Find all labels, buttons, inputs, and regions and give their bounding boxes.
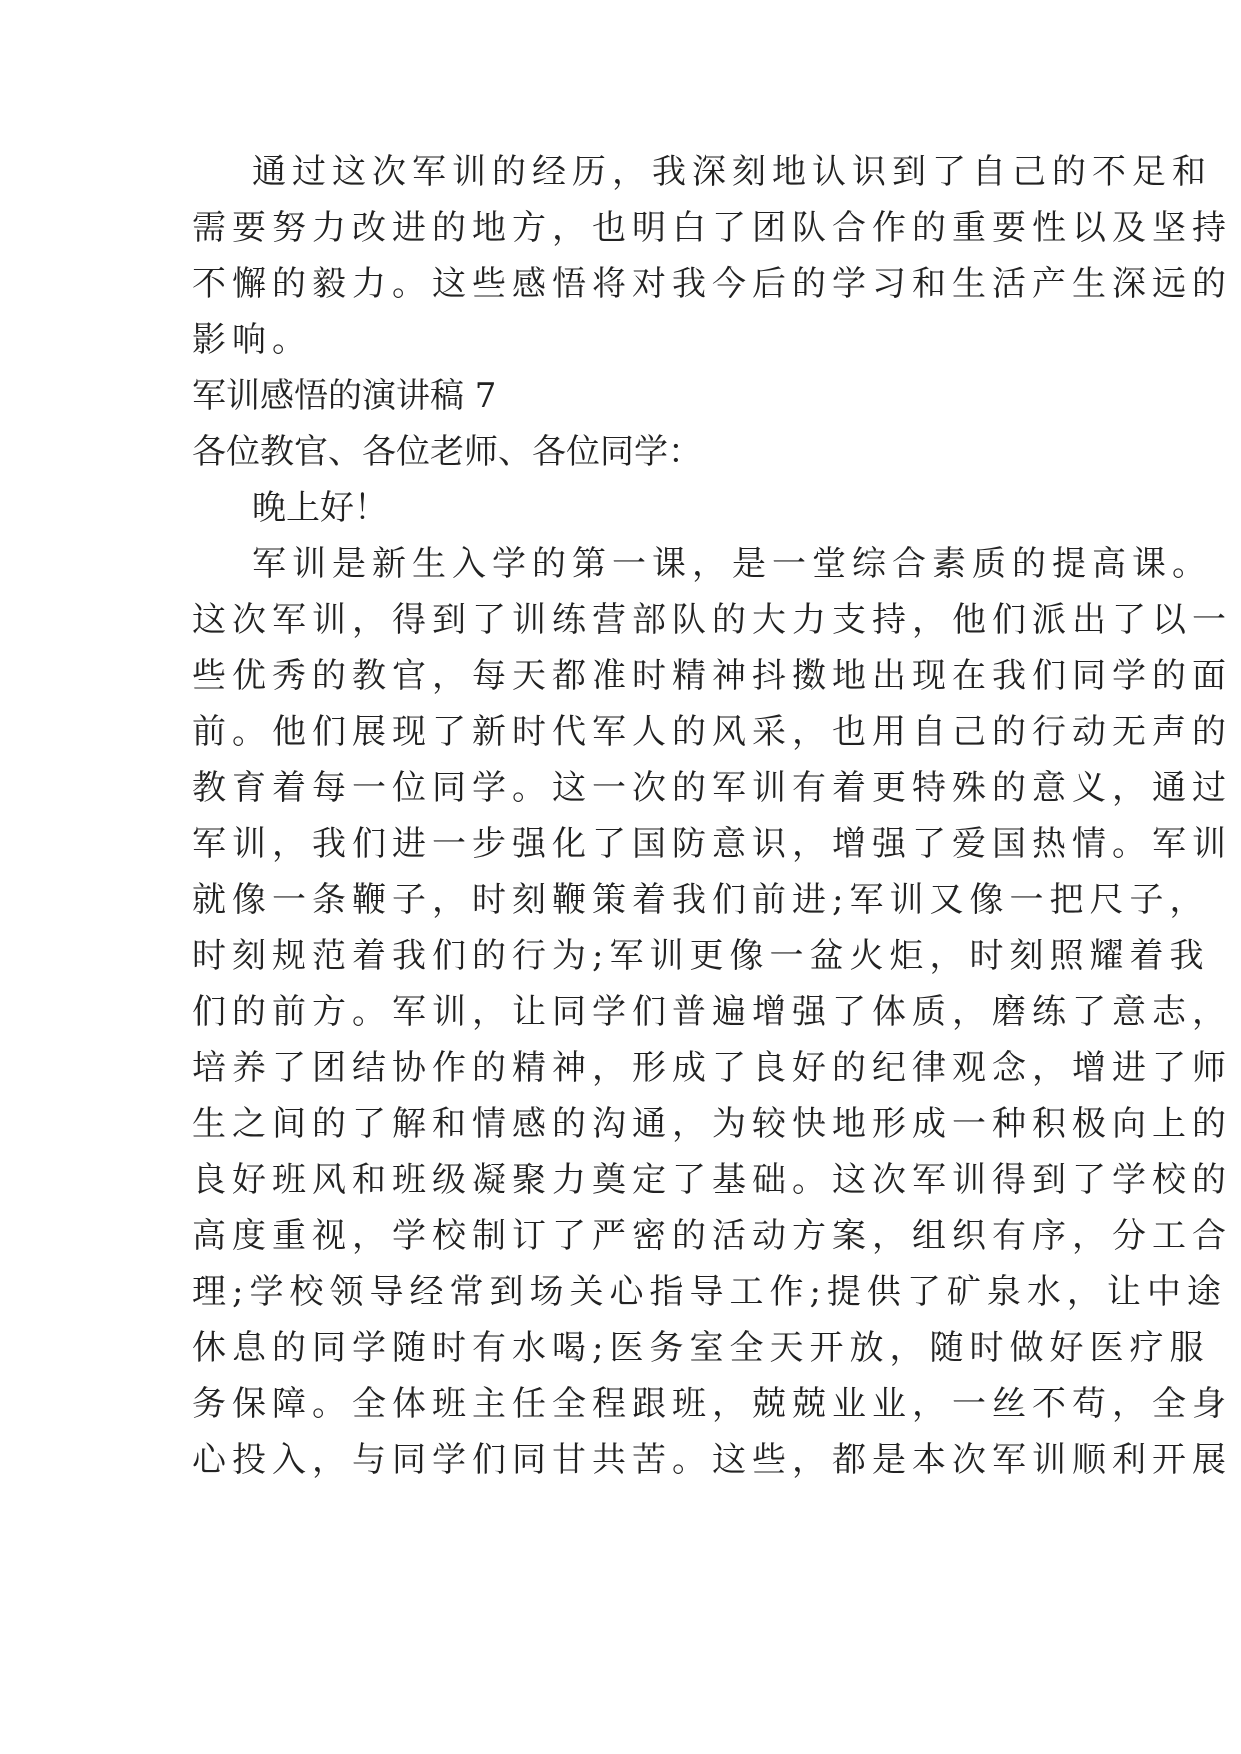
paragraph-line: 培养了团结协作的精神，形成了良好的纪律观念，增进了师 — [192, 1048, 1232, 1088]
paragraph-line: 教育着每一位同学。这一次的军训有着更特殊的意义，通过 — [192, 768, 1232, 808]
paragraph-line: 心投入，与同学们同甘共苦。这些，都是本次军训顺利开展 — [192, 1440, 1232, 1480]
paragraph-line: 军训，我们进一步强化了国防意识，增强了爱国热情。军训 — [192, 824, 1232, 864]
paragraph-line: 务保障。全体班主任全程跟班，兢兢业业，一丝不苟，全身 — [192, 1384, 1232, 1424]
paragraph-line: 不懈的毅力。这些感悟将对我今后的学习和生活产生深远的 — [192, 264, 1232, 304]
paragraph-line: 们的前方。军训，让同学们普遍增强了体质，磨练了意志， — [192, 992, 1232, 1032]
paragraph-line: 就像一条鞭子，时刻鞭策着我们前进;军训又像一把尺子， — [192, 880, 1210, 920]
paragraph-line: 前。他们展现了新时代军人的风采，也用自己的行动无声的 — [192, 712, 1232, 752]
paragraph-line: 时刻规范着我们的行为;军训更像一盆火炬，时刻照耀着我 — [192, 936, 1210, 976]
paragraph-line: 良好班风和班级凝聚力奠定了基础。这次军训得到了学校的 — [192, 1160, 1232, 1200]
paragraph-line: 需要努力改进的地方，也明白了团队合作的重要性以及坚持 — [192, 208, 1232, 248]
paragraph-line: 影响。 — [192, 320, 312, 360]
paragraph-line: 些优秀的教官，每天都准时精神抖擞地出现在我们同学的面 — [192, 656, 1232, 696]
paragraph-line: 生之间的了解和情感的沟通，为较快地形成一种积极向上的 — [192, 1104, 1232, 1144]
paragraph-line: 休息的同学随时有水喝;医务室全天开放，随时做好医疗服 — [192, 1328, 1210, 1368]
paragraph-line: 军训是新生入学的第一课，是一堂综合素质的提高课。 — [252, 544, 1212, 584]
section-heading: 军训感悟的演讲稿 7 — [192, 376, 497, 416]
salutation: 各位教官、各位老师、各位同学： — [192, 432, 702, 472]
greeting: 晚上好！ — [252, 488, 388, 528]
paragraph-line: 这次军训，得到了训练营部队的大力支持，他们派出了以一 — [192, 600, 1232, 640]
paragraph-line: 高度重视，学校制订了严密的活动方案，组织有序，分工合 — [192, 1216, 1232, 1256]
paragraph-line: 理;学校领导经常到场关心指导工作;提供了矿泉水，让中途 — [192, 1272, 1227, 1312]
paragraph-line: 通过这次军训的经历，我深刻地认识到了自己的不足和 — [252, 152, 1212, 192]
